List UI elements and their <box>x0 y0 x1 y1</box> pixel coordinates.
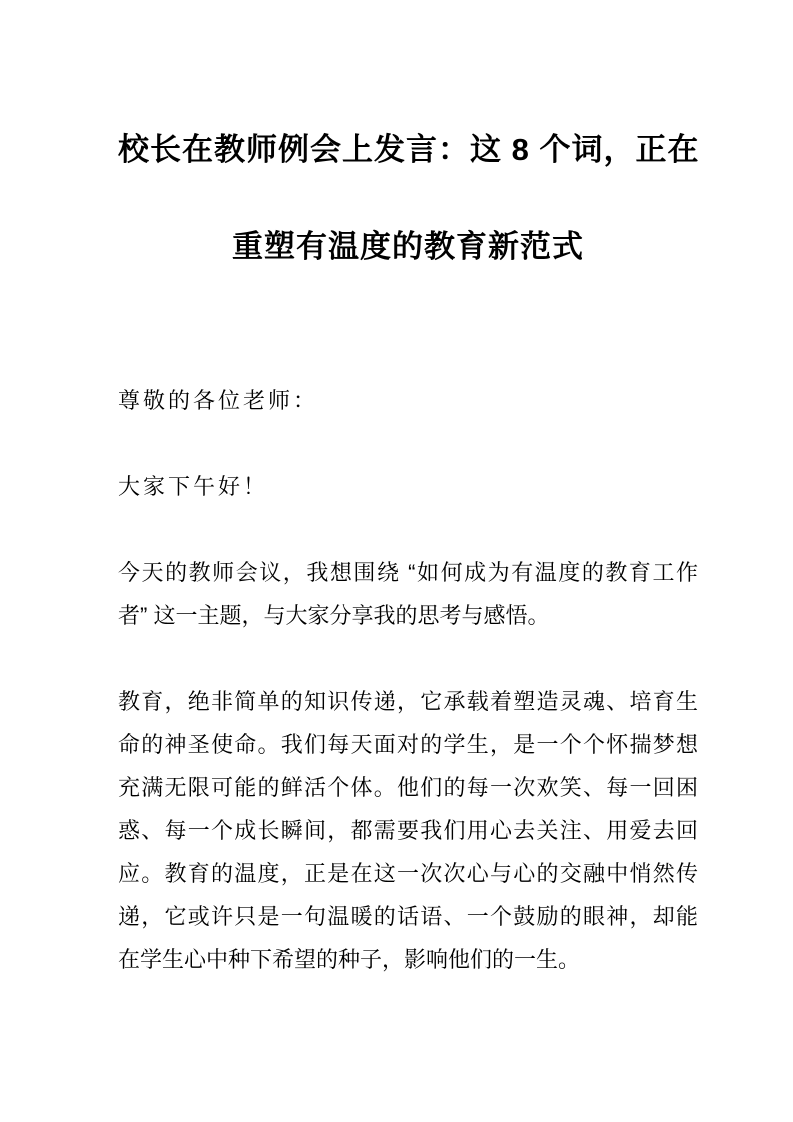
document-title <box>118 101 698 295</box>
paragraph-line: 今天的教师会议，我想围绕 “如何成为有温度的教育工作 <box>118 560 698 585</box>
paragraph-salutation <box>118 379 698 422</box>
paragraph-line: 充满无限可能的鲜活个体。他们的每一次欢笑、每一回困 <box>118 775 698 800</box>
paragraph-line: 应。教育的温度，正是在这一次次心与心的交融中悄然传 <box>118 861 698 886</box>
paragraph-line: 者” 这一主题，与大家分享我的思考与感悟。 <box>118 603 550 628</box>
document-title-line-2: 重塑有温度的教育新范式 <box>232 229 584 264</box>
document-title-line-1: 校长在教师例会上发言：这 8 个词，正在 <box>118 132 700 167</box>
document-content <box>118 0 698 981</box>
paragraph-line: 在学生心中种下希望的种子，影响他们的一生。 <box>118 947 581 972</box>
paragraph-line: 惑、每一个成长瞬间，都需要我们用心去关注、用爱去回 <box>118 818 698 843</box>
paragraph-topic <box>118 551 698 637</box>
paragraph-line: 递，它或许只是一句温暖的话语、一个鼓励的眼神，却能 <box>118 904 698 929</box>
paragraph-line: 大家下午好！ <box>118 474 269 499</box>
paragraph-education <box>118 680 698 981</box>
paragraph-line: 命的神圣使命。我们每天面对的学生，是一个个怀揣梦想 <box>118 732 698 757</box>
paragraph-line: 教育，绝非简单的知识传递，它承载着塑造灵魂、培育生 <box>118 689 698 714</box>
paragraph-line: 尊敬的各位老师： <box>118 388 319 413</box>
paragraph-greeting <box>118 465 698 508</box>
